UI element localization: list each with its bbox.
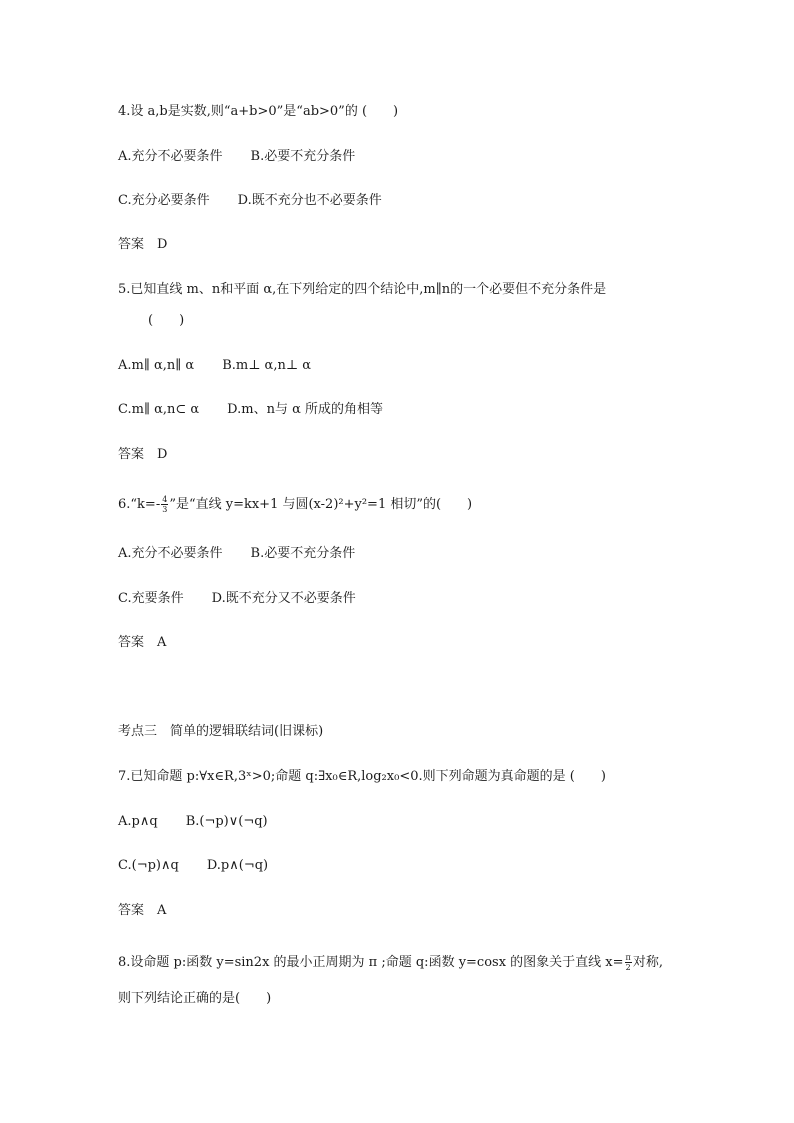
question-7-options-cd bbox=[118, 857, 268, 875]
question-5-paren: ( ) bbox=[148, 313, 185, 328]
question-5-stem: 5.已知直线 m、n和平面 α,在下列给定的四个结论中,m∥n的一个必要但不充分条件是 bbox=[118, 282, 607, 297]
fraction-denominator: 3 bbox=[162, 505, 168, 514]
option-d: D.既不充分又不必要条件 bbox=[211, 591, 356, 606]
fraction bbox=[625, 953, 632, 972]
option-c: C.m∥ α,n⊂ α bbox=[118, 402, 200, 417]
question-5-options-ab bbox=[118, 357, 311, 375]
question-7-answer: 答案 A bbox=[118, 903, 167, 918]
question-6-stem bbox=[118, 495, 472, 514]
stem-suffix: 对称, bbox=[632, 955, 663, 970]
stem-prefix: 6.“k=- bbox=[118, 497, 161, 512]
question-8-stem bbox=[118, 953, 663, 972]
option-c: C.充分必要条件 bbox=[118, 193, 210, 208]
question-5-answer: 答案 D bbox=[118, 447, 168, 462]
option-a: A.p∧q bbox=[118, 814, 158, 829]
fraction-numerator: 4 bbox=[162, 495, 168, 504]
question-4-answer: 答案 D bbox=[118, 237, 168, 252]
question-4-stem: 4.设 a,b是实数,则“a+b>0”是“ab>0”的 ( ) bbox=[118, 104, 399, 119]
option-d: D.m、n与 α 所成的角相等 bbox=[227, 402, 384, 417]
question-6-options-ab bbox=[118, 545, 355, 563]
option-c: C.(¬p)∧q bbox=[118, 858, 179, 873]
option-d: D.既不充分也不必要条件 bbox=[237, 193, 382, 208]
question-4-options-ab bbox=[118, 148, 355, 166]
stem-suffix: ”是“直线 y=kx+1 与圆(x-2)²+y²=1 相切”的( ) bbox=[169, 497, 473, 512]
question-4-options-cd bbox=[118, 192, 382, 210]
stem-prefix: 8.设命题 p:函数 y=sin2x 的最小正周期为 π ;命题 q:函数 y=cosx 的图象关于直线 x= bbox=[118, 955, 624, 970]
option-a: A.充分不必要条件 bbox=[118, 546, 223, 561]
fraction-numerator: π bbox=[625, 953, 631, 962]
option-a: A.充分不必要条件 bbox=[118, 149, 223, 164]
fraction-denominator: 2 bbox=[625, 963, 631, 972]
section-heading: 考点三 简单的逻辑联结词(旧课标) bbox=[118, 724, 324, 739]
fraction bbox=[161, 495, 168, 514]
question-8-stem-line2: 则下列结论正确的是( ) bbox=[118, 991, 272, 1006]
question-7-stem: 7.已知命题 p:∀x∈R,3ˣ>0;命题 q:∃x₀∈R,log₂x₀<0.则下列命题为真命题的是 ( ) bbox=[118, 769, 606, 784]
option-b: B.m⊥ α,n⊥ α bbox=[222, 358, 311, 373]
question-6-options-cd bbox=[118, 590, 356, 608]
option-b: B.必要不充分条件 bbox=[250, 546, 356, 561]
question-6-answer: 答案 A bbox=[118, 635, 167, 650]
option-b: B.(¬p)∨(¬q) bbox=[185, 814, 268, 829]
question-7-options-ab bbox=[118, 813, 268, 831]
option-c: C.充要条件 bbox=[118, 591, 184, 606]
option-a: A.m∥ α,n∥ α bbox=[118, 358, 195, 373]
option-b: B.必要不充分条件 bbox=[250, 149, 356, 164]
option-d: D.p∧(¬q) bbox=[206, 858, 269, 873]
question-5-options-cd bbox=[118, 401, 383, 419]
